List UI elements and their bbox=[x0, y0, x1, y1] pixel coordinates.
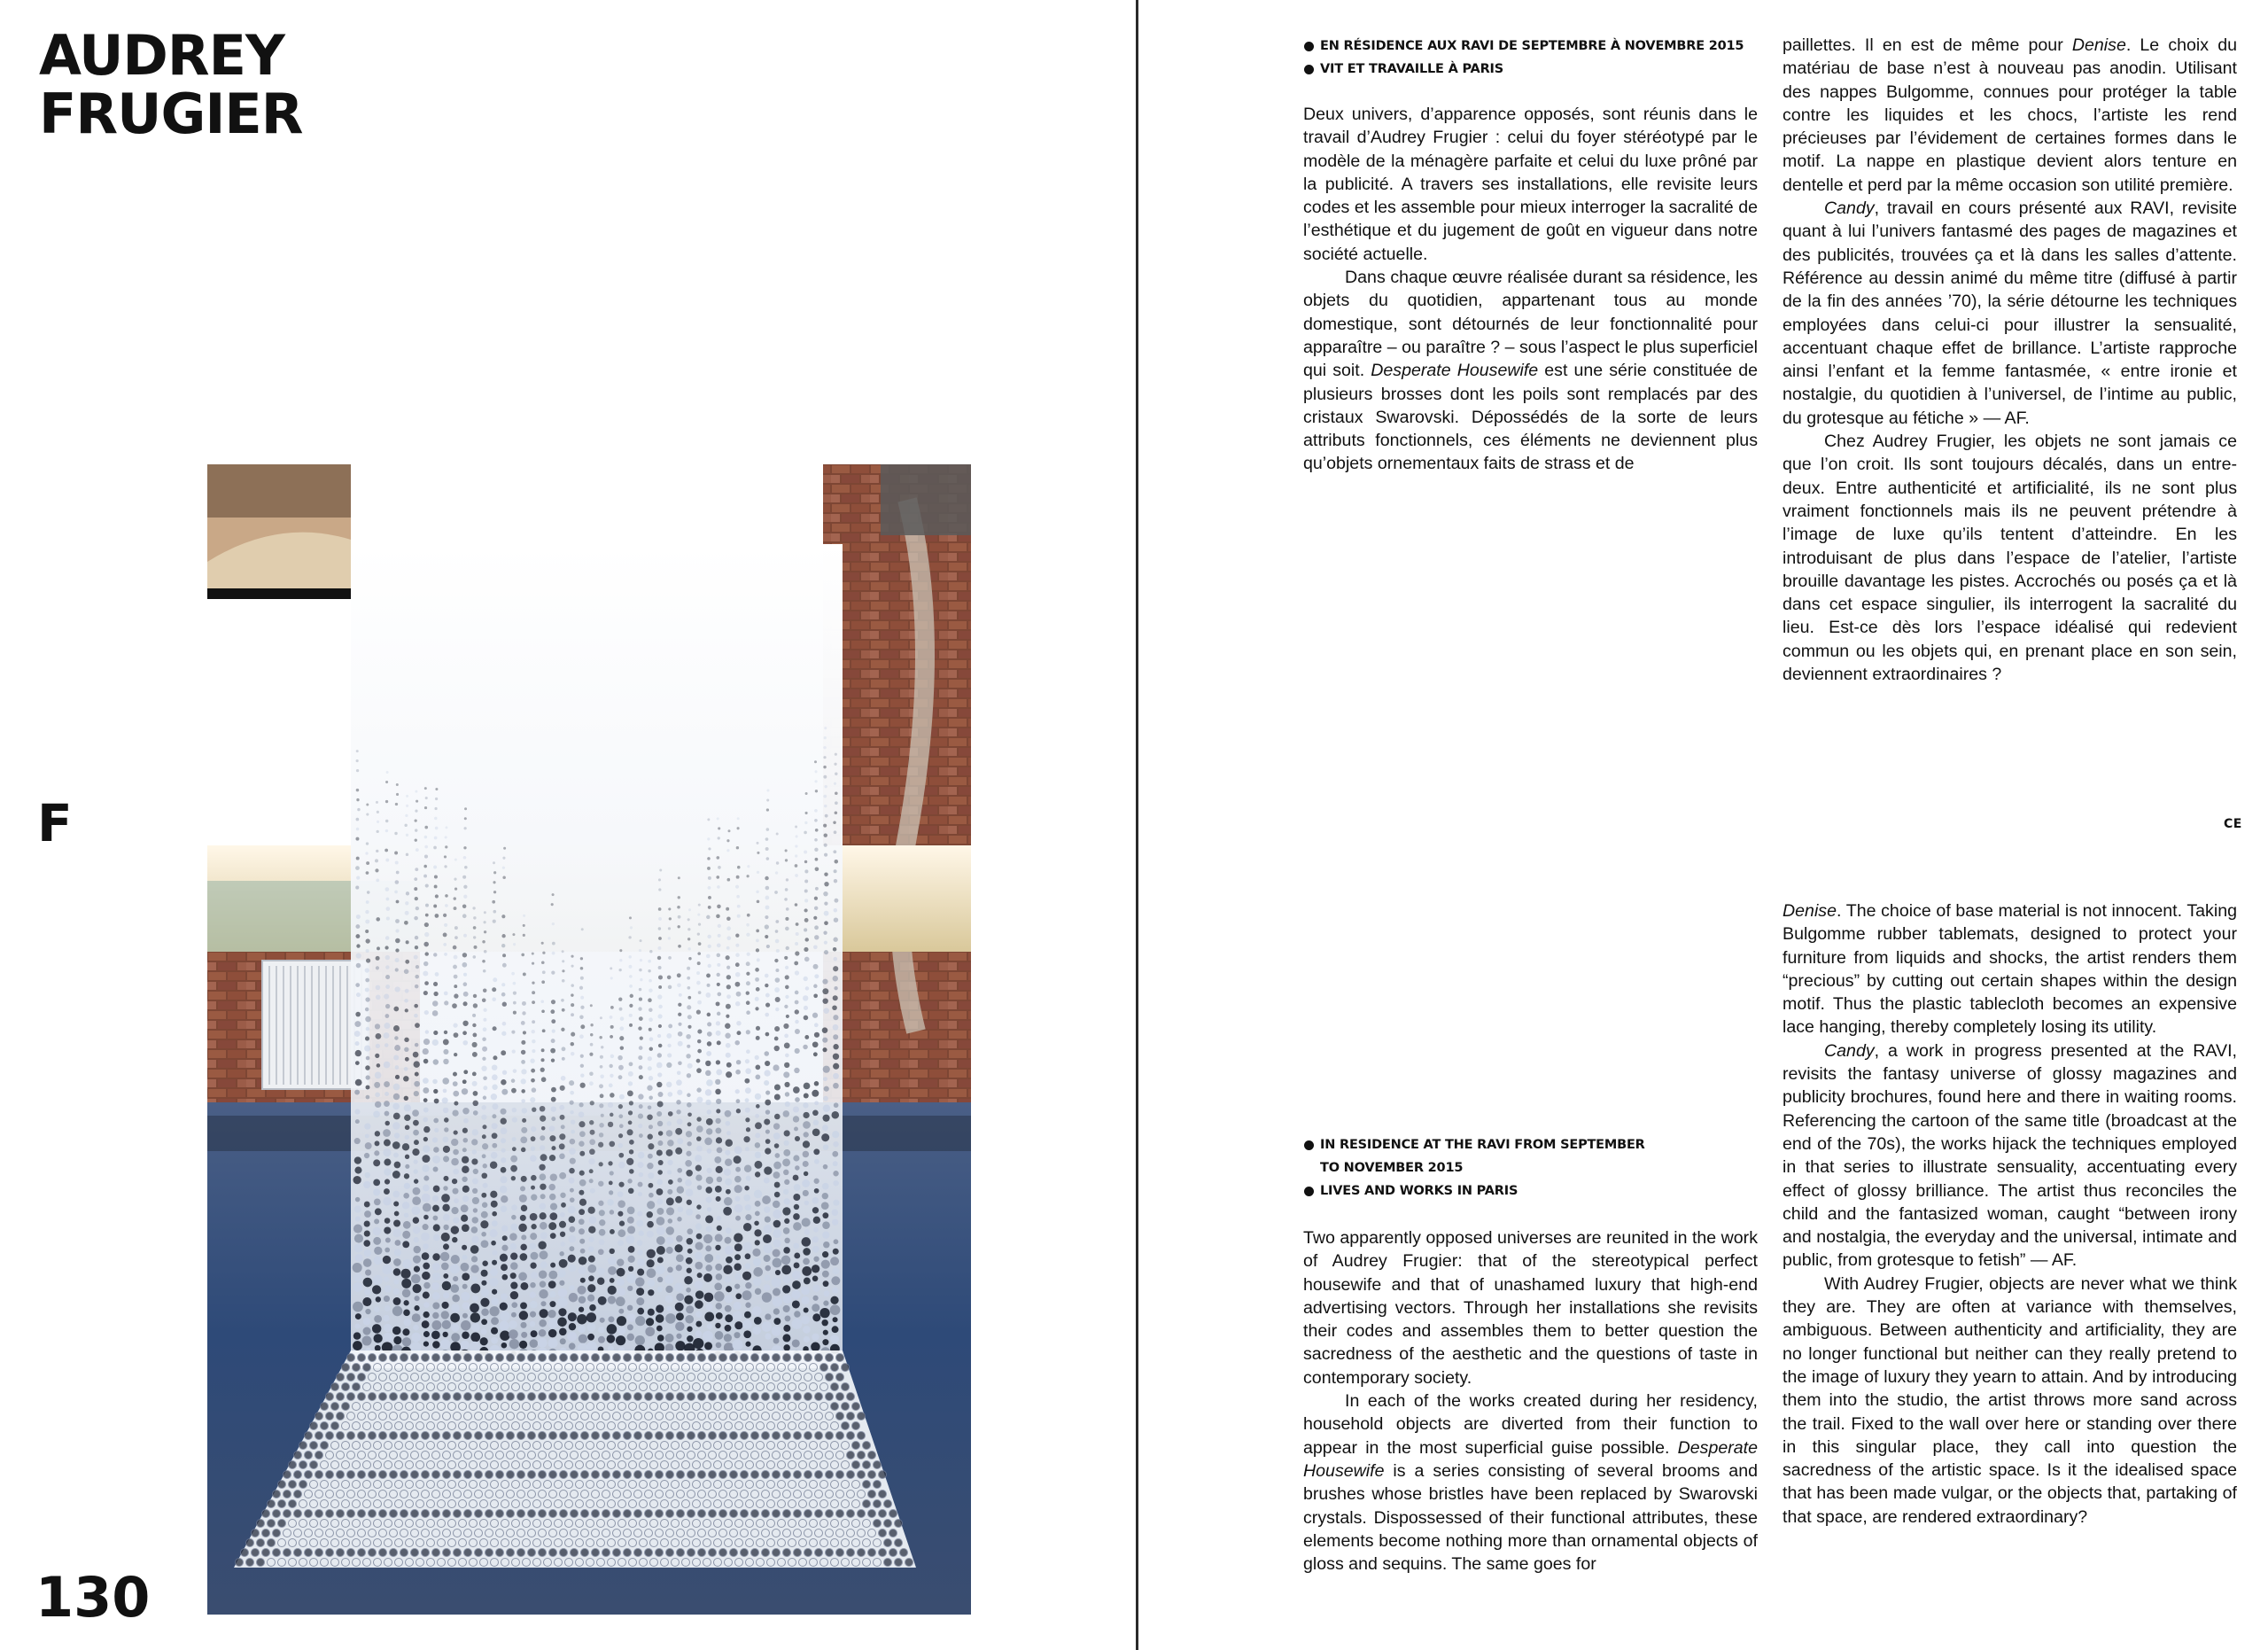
artist-name-line2: FRUGIER bbox=[39, 82, 303, 146]
paragraph: In each of the works created during her residency, household objects are diverted from their function to appear in the most superficial guise possible. Desperate Housewife is a series consisting of several brooms and brushes whose bristles have been replaced by Swarovski crystals. Dispossessed of their functional attributes, these elements become nothing more than ornamental objects of gloss and sequins. The same goes for bbox=[1303, 1391, 1758, 1575]
residency-facts-en bbox=[1303, 1133, 1758, 1202]
french-text-column-left bbox=[1303, 103, 1758, 476]
residency-facts-fr bbox=[1303, 35, 1758, 81]
paragraph: paillettes. Il en est de même pour Denise. Le choix du matériau de base n’est à nouveau pas anodin. Utilisant des nappes Bulgomme, connues pour protéger la table contre les liquides et les chocs, l’artiste les rend précieuses par l’évidement de certaines formes dans le motif. La nappe en plastique devient alors tenture en dentelle et perd par la même occasion son utilité première. bbox=[1783, 35, 2237, 195]
artwork-photo bbox=[207, 464, 971, 1615]
fact-item: EN RÉSIDENCE AUX RAVI DE SEPTEMBRE À NOVEMBRE 2015 bbox=[1303, 35, 1758, 58]
author-initials: CE bbox=[2224, 817, 2242, 831]
right-page bbox=[1138, 0, 2268, 1650]
lace-tablecloth-installation-image bbox=[207, 464, 971, 1615]
paragraph: Candy, travail en cours présenté aux RAVI, revisite quant à lui l’univers fantasmé des pages de magazines et des publicités, trouvées ça et là dans les salles d’attente. Référence au dessin animé du même titre (diffusé à partir de la fin des années ’70), la série détourne les techniques employées dans celui-ci pour illustrer la sensualité, accentuant chaque effet de brillance. L’artiste rapproche ainsi l’enfant et la femme fantasmée, « entre ironie et nostalgie, du quotidien à l’universel, de l’intime au public, du grotesque au fétiche » — AF. bbox=[1783, 198, 2237, 428]
artist-name bbox=[39, 23, 303, 146]
work-title: Candy bbox=[1824, 198, 1875, 219]
paragraph: Deux univers, d’apparence opposés, sont réunis dans le travail d’Audrey Frugier : celui du foyer stéréotypé par le modèle de la ménagère parfaite et celui du luxe prôné par la publicité. A travers ses installations, elle revisite leurs codes et les assemble pour mieux interroger la sacralité de l’esthétique et du jugement de goût en vigueur dans notre société actuelle. bbox=[1303, 105, 1758, 264]
work-title: Desperate Housewife bbox=[1303, 1437, 1758, 1481]
paragraph: Denise. The choice of base material is not innocent. Taking Bulgomme rubber tablemats, designed to protect your furniture from liquids and shocks, the artist renders them “precious” by cutting out certain shapes within the design motif. Thus the plastic tablecloth becomes an expensive lace hanging, thereby completely losing its utility. bbox=[1783, 901, 2237, 1038]
paragraph: Chez Audrey Frugier, les objets ne sont jamais ce que l’on croit. Ils sont toujours décalés, dans un entre-deux. Entre authenticité et artificialité, ils ne sont plus vraiment fonctionnels mais ils ne peuvent prétendre à l’image de luxe qu’ils tentent d’atteindre. En les introduisant de plus dans l’espace de l’atelier, l’artiste brouille davantage les pistes. Accrochés ou posés ça et là dans cet espace singulier, ils interrogent la sacralité du lieu. Est-ce dès lors l’espace idéalisé qui redevient commun ou les objets qui, en prenant place en son sein, deviennent extraordinaires ? bbox=[1783, 432, 2237, 685]
section-letter: F bbox=[37, 793, 73, 853]
paragraph: Dans chaque œuvre réalisée durant sa résidence, les objets du quotidien, appartenant tous au monde domestique, sont détournés de leur fonctionnalité pour apparaître – ou paraître ? – sous l’aspect le plus superficiel qui soit. Desperate Housewife est une série constituée de plusieurs brosses dont les poils sont remplacés par des cristaux Swarovski. Dépossédés de la sorte de leurs attributs fonctionnels, ces éléments ne deviennent plus qu’objets ornementaux faits de strass et de bbox=[1303, 268, 1758, 474]
work-title: Denise bbox=[2071, 35, 2126, 55]
paragraph: Two apparently opposed universes are reunited in the work of Audrey Frugier: that of the stereotypical perfect housewife and that of unashamed luxury that high-end advertising vectors. Through her installations she revisits their codes and assembles them to better question the sacredness of the aesthetic and the questions of taste in contemporary society. bbox=[1303, 1228, 1759, 1388]
fact-item: VIT ET TRAVAILLE À PARIS bbox=[1303, 58, 1758, 81]
english-text-column-right bbox=[1783, 899, 2237, 1529]
fact-item: IN RESIDENCE AT THE RAVI FROM SEPTEMBER TO NOVEMBER 2015 bbox=[1303, 1133, 1657, 1179]
work-title: Desperate Housewife bbox=[1371, 361, 1539, 381]
english-text-column-left bbox=[1303, 1226, 1758, 1576]
paragraph: Candy, a work in progress presented at the RAVI, revisits the fantasy universe of glossy magazines and publicity brochures, found here and there in waiting rooms. Referencing the cartoon of the same title (broadcast at the end of the 70s), the works hijack the techniques employed in that series to illustrate sensuality, accentuating every effect of glossy brilliance. The artist thus reconciles the child and the fantasized woman, caught “between irony and nostalgia, the everyday and the universal, intimate and public, from grotesque to fetish” — AF. bbox=[1783, 1040, 2237, 1271]
fact-item: LIVES AND WORKS IN PARIS bbox=[1303, 1179, 1758, 1202]
french-text-column-right bbox=[1783, 34, 2237, 686]
artist-name-line1: AUDREY bbox=[39, 23, 284, 88]
page-number: 130 bbox=[35, 1565, 151, 1630]
paragraph: With Audrey Frugier, objects are never what we think they are. They are often at variance with themselves, ambiguous. Between authenticity and artificiality, they are no longer functional but neither can they really pretend to the image of luxury they yearn to attain. And by introducing them into the studio, the artist throws more sand across the trail. Fixed to the wall over here or standing over there in this singular place, they call into question the sacredness of the artistic space. Is it the idealised space that has been made vulgar, or the objects that, partaking of that space, are rendered extraordinary? bbox=[1783, 1273, 2237, 1527]
work-title: Candy bbox=[1824, 1040, 1875, 1061]
work-title: Denise bbox=[1783, 901, 1837, 921]
